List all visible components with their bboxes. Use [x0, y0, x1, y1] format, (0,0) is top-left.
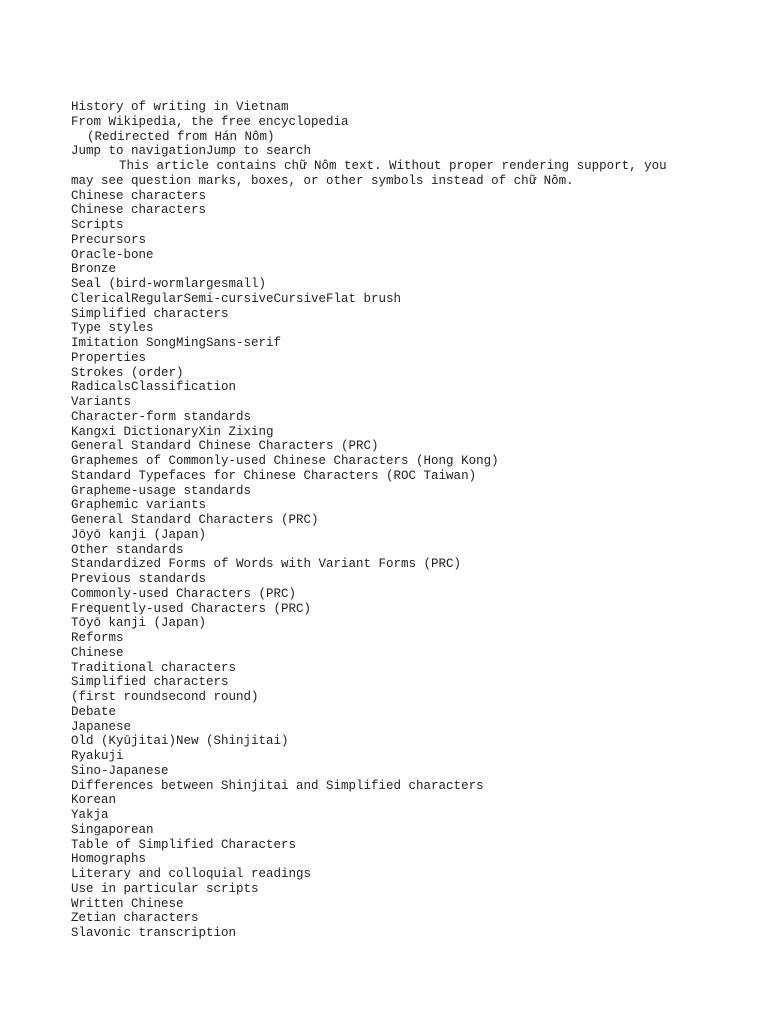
navbox-item[interactable]: Written Chinese — [71, 896, 184, 911]
navbox-item[interactable]: Debate — [71, 704, 117, 719]
navbox-item[interactable]: Seal (bird-wormlargesmall) — [71, 277, 267, 291]
navbox-item[interactable]: Character-form standards — [71, 409, 252, 424]
navbox-item[interactable]: Graphemic variants — [71, 498, 207, 513]
navbox-item[interactable]: Graphemes of Commonly-used Chinese Characters (Hong Kong) — [71, 454, 499, 468]
navbox-item[interactable]: Properties — [71, 350, 147, 365]
navbox-item[interactable]: Type styles — [71, 321, 154, 336]
navbox-item[interactable]: Old (Kyūjitai)New (Shinjitai) — [71, 734, 289, 749]
chu-nom-notice: This article contains chữ Nôm text. Without proper rendering support, you may see question marks, boxes, or other symbols instead of chữ Nôm. — [71, 159, 667, 188]
page-title: History of writing in Vietnam — [71, 100, 289, 114]
navbox-item[interactable]: Oracle-bone — [71, 247, 154, 262]
navbox-item[interactable]: General Standard Characters (PRC) — [71, 513, 319, 527]
chinese-characters-navbox — [71, 189, 691, 941]
navbox-item[interactable]: Singaporean — [71, 822, 154, 837]
navbox-item[interactable]: Traditional characters — [71, 660, 237, 675]
navbox-item[interactable]: Japanese — [71, 719, 132, 734]
navbox-item[interactable]: Standard Typefaces for Chinese Characters (ROC Taiwan) — [71, 468, 477, 483]
navbox-item[interactable]: Tōyō kanji (Japan) — [71, 616, 207, 631]
navbox-item[interactable]: Korean — [71, 793, 117, 808]
navbox-item[interactable]: Scripts — [71, 218, 124, 232]
jump-links[interactable]: Jump to navigationJump to search — [71, 144, 312, 159]
navbox-item[interactable]: Precursors — [71, 232, 147, 247]
navbox-item[interactable]: ClericalRegularSemi-cursiveCursiveFlat brush — [71, 291, 402, 306]
navbox-item[interactable]: Chinese characters — [71, 188, 207, 203]
navbox-item[interactable]: Frequently-used Characters (PRC) — [71, 601, 312, 616]
navbox-item[interactable]: Chinese characters — [71, 203, 207, 218]
document-body — [71, 100, 691, 941]
navbox-item[interactable]: Bronze — [71, 262, 117, 277]
navbox-item[interactable]: Standardized Forms of Words with Variant Forms (PRC) — [71, 557, 462, 572]
navbox-item[interactable]: Homographs — [71, 852, 147, 867]
navbox-item[interactable]: Imitation SongMingSans-serif — [71, 336, 282, 350]
navbox-item[interactable]: Variants — [71, 395, 132, 409]
navbox-item[interactable]: Simplified characters — [71, 306, 229, 321]
navbox-item[interactable]: Yakja — [71, 808, 109, 822]
navbox-item[interactable]: Zetian characters — [71, 911, 199, 926]
navbox-item[interactable]: Table of Simplified Characters — [71, 837, 297, 852]
navbox-item[interactable]: Literary and colloquial readings — [71, 867, 312, 881]
navbox-item[interactable]: Commonly-used Characters (PRC) — [71, 586, 297, 601]
navbox-item[interactable]: Use in particular scripts — [71, 881, 259, 896]
navbox-item[interactable]: Strokes (order) — [71, 365, 184, 380]
navbox-item[interactable]: Previous standards — [71, 572, 207, 586]
redirect-note[interactable]: (Redirected from Hán Nôm) — [87, 129, 275, 144]
navbox-item[interactable]: RadicalsClassification — [71, 380, 237, 395]
navbox-item[interactable]: Ryakuji — [71, 749, 124, 763]
navbox-item[interactable]: General Standard Chinese Characters (PRC) — [71, 439, 379, 454]
navbox-item[interactable]: Slavonic transcription — [71, 926, 237, 940]
navbox-item[interactable]: Simplified characters — [71, 675, 229, 690]
navbox-item[interactable]: Chinese — [71, 645, 124, 660]
source-line: From Wikipedia, the free encyclopedia — [71, 114, 349, 129]
navbox-item[interactable]: (first roundsecond round) — [71, 690, 259, 704]
navbox-item[interactable]: Reforms — [71, 631, 124, 645]
navbox-item[interactable]: Sino-Japanese — [71, 763, 169, 778]
navbox-item[interactable]: Differences between Shinjitai and Simplified characters — [71, 778, 484, 793]
navbox-item[interactable]: Grapheme-usage standards — [71, 483, 252, 498]
navbox-item[interactable]: Jōyō kanji (Japan) — [71, 527, 207, 542]
navbox-item[interactable]: Other standards — [71, 542, 184, 557]
navbox-item[interactable]: Kangxi DictionaryXin Zixing — [71, 424, 274, 439]
